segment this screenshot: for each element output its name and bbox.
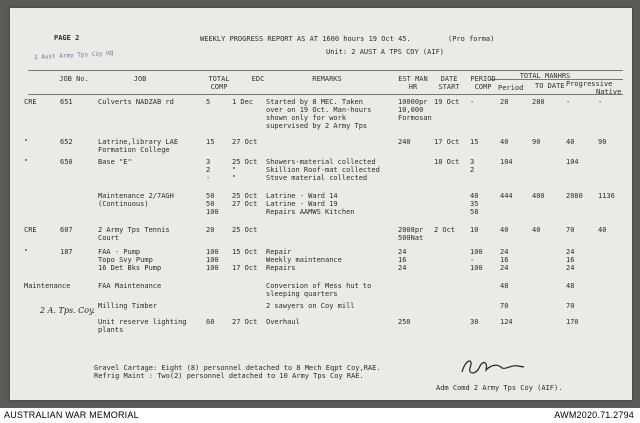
cell-pcomp: 15	[470, 138, 479, 146]
cell-period: 70	[500, 302, 509, 310]
cell-prog: 104	[566, 158, 579, 166]
footer-institution: AUSTRALIAN WAR MEMORIAL	[4, 410, 139, 420]
unit-stamp: 2 Aust Army Tps Coy HQ	[33, 49, 114, 62]
cell-pcomp: 10	[470, 226, 479, 234]
cell-job: Culverts NADZAB rd	[98, 98, 174, 106]
signature	[458, 354, 528, 380]
cell-edc: 27 Oct	[232, 138, 258, 146]
cell-no: 651	[60, 98, 73, 106]
col-edc: EDC	[251, 75, 265, 83]
col-total-comp: TOTAL COMP	[208, 75, 230, 91]
cell-native: 90	[598, 138, 607, 146]
footer-accession: AWM2020.71.2794	[554, 410, 634, 420]
cell-period: 124	[500, 318, 513, 326]
cell-period: 24 16 24	[500, 248, 509, 272]
cell-no: 187	[60, 248, 73, 256]
cell-pcomp: 30	[470, 318, 479, 326]
cell-remarks: Showers-material collected Skillion Roof-mat collected Stove material collected	[266, 158, 380, 182]
cell-no: 652	[60, 138, 73, 146]
cell-remarks: Started by 8 MEC. Taken over on 19 Oct. Man-hours shown only for work supervised by 2 Army Tps	[266, 98, 372, 130]
cell-job: Milling Timber	[98, 302, 158, 310]
signoff: Adm Comd 2 Army Tps Coy (AIF).	[436, 384, 563, 392]
cell-remarks: Conversion of Mess hut to sleeping quarters	[266, 282, 372, 298]
cell-period: 48	[500, 282, 509, 290]
cell-period: 104	[500, 158, 513, 166]
handwritten-note: 2 A. Tps. Coy.	[40, 306, 96, 315]
cell-est: 10000pr 10,000 Formosan	[398, 98, 432, 122]
cell-job: 2 Army Tps Tennis Court	[98, 226, 170, 242]
cell-pcomp: 40 35 58	[470, 192, 479, 216]
cell-prog: 70	[566, 226, 575, 234]
cell-period: 444	[500, 192, 513, 200]
cell-pcomp: -	[470, 98, 475, 106]
note-gravel-cartage: Gravel Cartage: Eight (8) personnel detached to 8 Mech Eqpt Coy,RAE.	[94, 364, 381, 372]
cell-start: 2 Oct	[434, 226, 456, 234]
cell-edc: 27 Oct	[232, 318, 258, 326]
cell-edc: 1 Dec	[232, 98, 254, 106]
cell-edc: 25 Oct	[232, 226, 258, 234]
cell-edc: 15 Oct 17 Oct	[232, 248, 258, 272]
cell-start: 19 Oct	[434, 98, 460, 106]
cell-prog: 24 16 24	[566, 248, 575, 272]
col-period: Period	[498, 84, 524, 92]
cell-remarks: Repair Weekly maintenance Repairs	[266, 248, 342, 272]
cell-total: 100 100 100	[206, 248, 219, 272]
cell-prog: 2080	[566, 192, 583, 200]
cell-prog: -	[566, 98, 571, 106]
form-note: (Pro forma)	[448, 35, 495, 43]
cell-prog: 170	[566, 318, 579, 326]
col-job: JOB	[133, 75, 147, 83]
col-period-comp: PERIOD COMP	[470, 75, 496, 91]
cell-todate: 40	[532, 226, 541, 234]
unit-line: Unit: 2 AUST A TPS COY (AIF)	[326, 48, 445, 56]
cell-pcomp: 100 - 100	[470, 248, 483, 272]
cell-total: 20	[206, 226, 215, 234]
cell-prefix: "	[24, 138, 29, 146]
cell-est: 250	[398, 318, 411, 326]
col-native: Native	[596, 88, 622, 96]
cell-edc: 25 Oct 27 Oct	[232, 192, 258, 208]
cell-total: 50 50 100	[206, 192, 219, 216]
cell-job: Latrine,library LAE Formation College	[98, 138, 179, 154]
col-remarks: REMARKS	[312, 75, 342, 83]
cell-remarks: Latrine - Ward 14 Latrine - Ward 19 Repairs AAMWS Kitchen	[266, 192, 355, 216]
cell-prog: 48	[566, 282, 575, 290]
cell-edc: 25 Oct " "	[232, 158, 258, 182]
cell-prog: 40	[566, 138, 575, 146]
col-job-no: JOB No.	[59, 75, 89, 83]
document-page	[10, 8, 632, 400]
cell-no: 607	[60, 226, 73, 234]
page-number: PAGE 2	[54, 34, 80, 42]
cell-job: FAA - Pump Topo Svy Pump 16 Det Bks Pump	[98, 248, 162, 272]
cell-prefix: "	[24, 158, 29, 166]
col-date-start: DATE START	[438, 75, 460, 91]
cell-total: 15	[206, 138, 215, 146]
note-refrig-maint: Refrig Maint : Two(2) personnel detached to 10 Army Tps Coy RAE.	[94, 372, 364, 380]
cell-todate: 400	[532, 192, 545, 200]
cell-todate: 280	[532, 98, 545, 106]
col-total-manhrs: TOTAL MANHRS	[519, 72, 571, 80]
col-to-date: TO DATE	[535, 82, 565, 90]
cell-prefix: Maintenance	[24, 282, 71, 290]
header-top-rule	[28, 70, 623, 71]
cell-job: Base "E"	[98, 158, 132, 166]
col-progressive: Progressive	[566, 80, 613, 88]
cell-start: 17 Oct	[434, 138, 460, 146]
cell-est: 24 16 24	[398, 248, 407, 272]
cell-total: 60	[206, 318, 215, 326]
cell-job: FAA Maintenance	[98, 282, 162, 290]
cell-native: -	[598, 98, 603, 106]
cell-total: 3 2 -	[206, 158, 211, 182]
report-title: WEEKLY PROGRESS REPORT AS AT 1600 hours 19 Oct 45.	[200, 35, 411, 43]
cell-period: 40	[500, 226, 509, 234]
cell-total: 5	[206, 98, 211, 106]
header-bottom-rule	[28, 94, 623, 95]
cell-no: 650	[60, 158, 73, 166]
cell-todate: 90	[532, 138, 541, 146]
cell-remarks: 2 sawyers on Coy mill	[266, 302, 355, 310]
col-est-man-hr: EST MAN HR	[398, 75, 428, 91]
cell-est: 2008pr 500Nat	[398, 226, 424, 242]
cell-prefix: CRE	[24, 226, 37, 234]
cell-prefix: CRE	[24, 98, 37, 106]
cell-period: 28	[500, 98, 509, 106]
cell-prefix: "	[24, 248, 29, 256]
cell-job: Maintenance 2/7AGH (Continuous)	[98, 192, 174, 208]
cell-pcomp: 3 2	[470, 158, 475, 174]
cell-job: Unit reserve lighting plants	[98, 318, 187, 334]
cell-start: 18 Oct	[434, 158, 460, 166]
cell-period: 40	[500, 138, 509, 146]
cell-native: 1136	[598, 192, 615, 200]
cell-native: 40	[598, 226, 607, 234]
cell-prog: 70	[566, 302, 575, 310]
cell-est: 240	[398, 138, 411, 146]
cell-remarks: Overhaul	[266, 318, 300, 326]
